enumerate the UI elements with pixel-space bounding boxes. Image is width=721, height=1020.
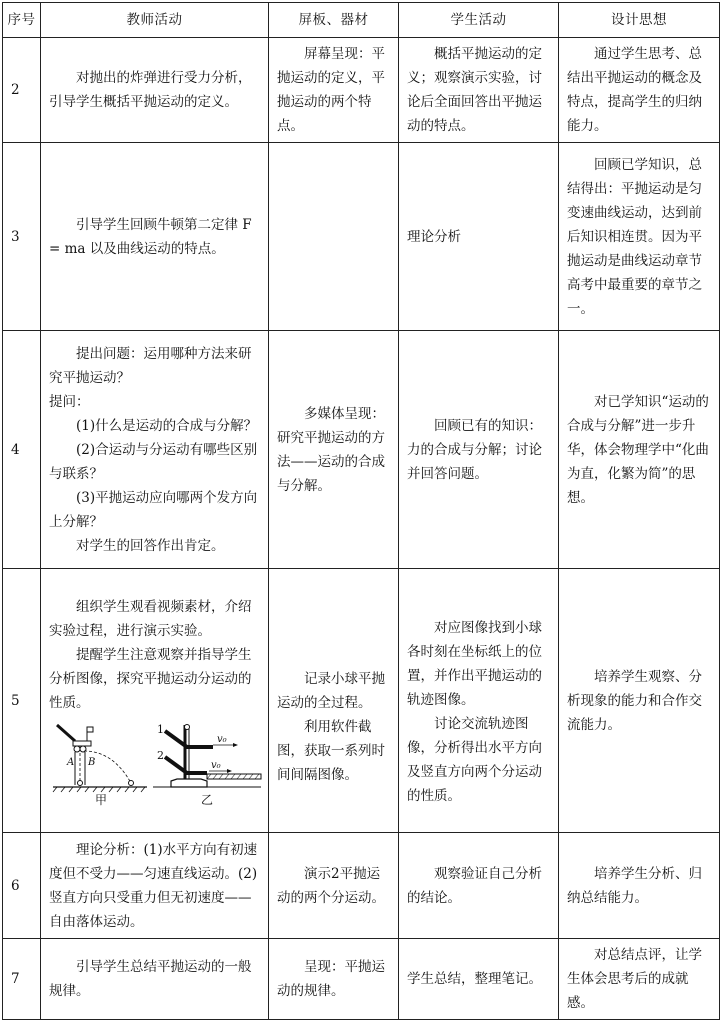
header-media: 屏板、器材 <box>269 3 399 38</box>
header-design: 设计思想 <box>559 3 720 38</box>
student-cell: 回顾已有的知识：力的合成与分解；讨论并回答问题。 <box>399 331 559 569</box>
design-cell: 培养学生分析、归纳总结能力。 <box>559 833 720 939</box>
teacher-cell: 引导学生总结平抛运动的一般规律。 <box>41 939 269 1020</box>
experiment-figure <box>49 723 260 807</box>
student-cell: 学生总结，整理笔记。 <box>399 939 559 1020</box>
design-cell: 培养学生观察、分析现象的能力和合作交流能力。 <box>559 569 720 833</box>
table-header-row <box>3 3 720 38</box>
teacher-cell: 对抛出的炸弹进行受力分析，引导学生概括平抛运动的定义。 <box>41 38 269 143</box>
table-row <box>3 38 720 143</box>
row-num: 7 <box>3 939 41 1020</box>
header-student: 学生活动 <box>399 3 559 38</box>
table-row <box>3 833 720 939</box>
design-cell: 回顾已学知识，总结得出：平抛运动是匀变速曲线运动，达到前后知识相连贯。因为平抛运动是曲线运动章节高考中最重要的章节之一。 <box>559 143 720 331</box>
media-cell <box>269 143 399 331</box>
header-teacher: 教师活动 <box>41 3 269 38</box>
student-cell: 理论分析 <box>399 143 559 331</box>
student-cell: 概括平抛运动的定义；观察演示实验，讨论后全面回答出平抛运动的特点。 <box>399 38 559 143</box>
figure-yi <box>151 723 263 807</box>
header-num: 序号 <box>3 3 41 38</box>
table-row <box>3 939 720 1020</box>
media-cell: 演示2平抛运动的两个分运动。 <box>269 833 399 939</box>
table-row <box>3 143 720 331</box>
label-track-2: 2 <box>157 748 164 762</box>
row-num: 2 <box>3 38 41 143</box>
flat-throw-apparatus-drawing <box>51 723 151 793</box>
table-row <box>3 331 720 569</box>
row-num: 5 <box>3 569 41 833</box>
student-cell: 观察验证自己分析的结论。 <box>399 833 559 939</box>
lesson-plan-table <box>2 2 720 1020</box>
figure-jia <box>51 723 151 807</box>
caption-yi: 乙 <box>200 792 213 807</box>
media-cell: 多媒体呈现：研究平抛运动的方法——运动的合成与分解。 <box>269 331 399 569</box>
media-cell: 记录小球平抛运动的全过程。 利用软件截图，获取一系列时间间隔图像。 <box>269 569 399 833</box>
caption-jia: 甲 <box>94 792 107 807</box>
teacher-cell: 引导学生回顾牛顿第二定律 F = ma 以及曲线运动的特点。 <box>41 143 269 331</box>
label-track-1: 1 <box>157 722 164 736</box>
label-a: A <box>67 756 75 768</box>
label-v0-upper: v₀ <box>217 733 227 745</box>
row-num: 6 <box>3 833 41 939</box>
teacher-cell: 理论分析：(1)水平方向有初速度但不受力——匀速直线运动。(2)竖直方向只受重力但无初速度——自由落体运动。 <box>41 833 269 939</box>
label-v0-lower: v₀ <box>211 759 221 771</box>
design-cell: 对已学知识“运动的合成与分解”进一步升华，体会物理学中“化曲为直，化繁为简”的思想。 <box>559 331 720 569</box>
media-cell: 呈现：平抛运动的规律。 <box>269 939 399 1020</box>
table-row <box>3 569 720 833</box>
student-cell: 对应图像找到小球各时刻在坐标纸上的位置，并作出平抛运动的轨迹图像。 讨论交流轨迹图像，分析得出水平方向及竖直方向两个分运动的性质。 <box>399 569 559 833</box>
design-cell: 对总结点评，让学生体会思考后的成就感。 <box>559 939 720 1020</box>
label-b: B <box>88 756 96 768</box>
teacher-cell: 提出问题：运用哪种方法来研究平抛运动？ 提问： (1)什么是运动的合成与分解？ (2)合运动与分运动有哪些区别与联系？ (3)平抛运动应向哪两个发方向上分解？ 对学生的回答作出肯定。 <box>41 331 269 569</box>
media-cell: 屏幕呈现：平抛运动的定义，平抛运动的两个特点。 <box>269 38 399 143</box>
row-num: 3 <box>3 143 41 331</box>
design-cell: 通过学生思考、总结出平抛运动的概念及特点，提高学生的归纳能力。 <box>559 38 720 143</box>
teacher-cell: 组织学生观看视频素材，介绍实验过程，进行演示实验。 提醒学生注意观察并指导学生分析图像，探究平抛运动分运动的性质。 A B 甲 v₀ 1 v₀ 2 乙 <box>41 569 269 833</box>
row-num: 4 <box>3 331 41 569</box>
two-track-apparatus-drawing <box>151 723 263 793</box>
